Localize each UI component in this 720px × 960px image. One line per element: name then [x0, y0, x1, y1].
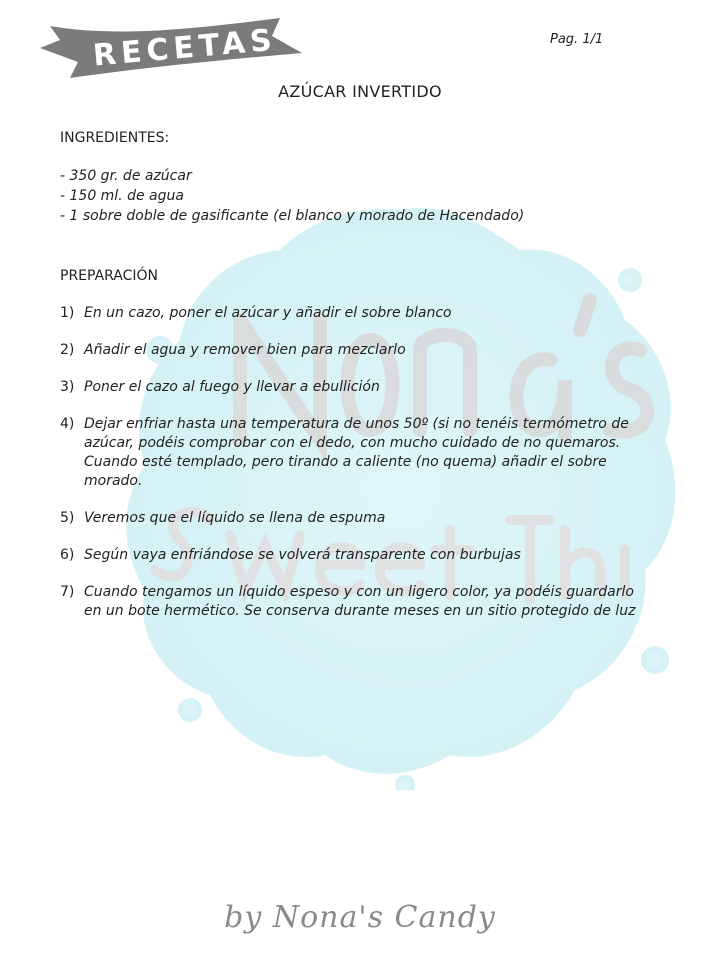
recetas-banner: [40, 18, 305, 80]
step-text: Añadir el agua y remover bien para mezclarlo: [84, 342, 406, 358]
ingredient-item: - 150 ml. de agua: [60, 188, 184, 204]
step-number: 5): [60, 510, 75, 526]
step-text: Poner el cazo al fuego y llevar a ebullición: [84, 379, 380, 395]
step-item: [60, 415, 650, 491]
ingredient-item: - 350 gr. de azúcar: [60, 168, 192, 184]
step-number: 6): [60, 547, 75, 563]
step-item: [60, 378, 650, 397]
ingredient-item: - 1 sobre doble de gasificante (el blanco y morado de Hacendado): [60, 208, 525, 224]
recipe-content: [60, 130, 650, 639]
footer-signature: by Nona's Candy: [224, 900, 496, 935]
step-text: Cuando tengamos un líquido espeso y con un ligero color, ya podéis guardarlo en un bote hermético. Se conserva durante meses en un sitio protegido de luz: [84, 584, 636, 619]
preparation-heading: PREPARACIÓN: [60, 268, 159, 284]
page-number: Pag. 1/1: [550, 32, 604, 47]
step-number: 2): [60, 342, 75, 358]
step-number: 1): [60, 305, 75, 321]
step-number: 4): [60, 416, 75, 432]
step-text: En un cazo, poner el azúcar y añadir el sobre blanco: [84, 305, 452, 321]
step-text: Según vaya enfriándose se volverá transparente con burbujas: [84, 547, 521, 563]
ingredients-list: [60, 166, 650, 226]
step-item: [60, 341, 650, 360]
ingredients-heading: INGREDIENTES:: [60, 130, 170, 146]
step-item: [60, 509, 650, 528]
step-text: Veremos que el líquido se llena de espuma: [84, 510, 386, 526]
step-number: 7): [60, 584, 75, 600]
step-text: Dejar enfriar hasta una temperatura de unos 50º (si no tenéis termómetro de azúcar, podéis comprobar con el dedo, con mucho cuidado de no quemaros. Cuando esté templado, pero tirando a caliente (no quema) añadir el sobre morado.: [84, 416, 629, 489]
recipe-title: AZÚCAR INVERTIDO: [278, 82, 442, 101]
step-item: [60, 304, 650, 323]
banner-text: RECETAS: [91, 22, 279, 74]
step-item: [60, 583, 650, 621]
preparation-steps: [60, 304, 650, 621]
step-number: 3): [60, 379, 75, 395]
step-item: [60, 546, 650, 565]
